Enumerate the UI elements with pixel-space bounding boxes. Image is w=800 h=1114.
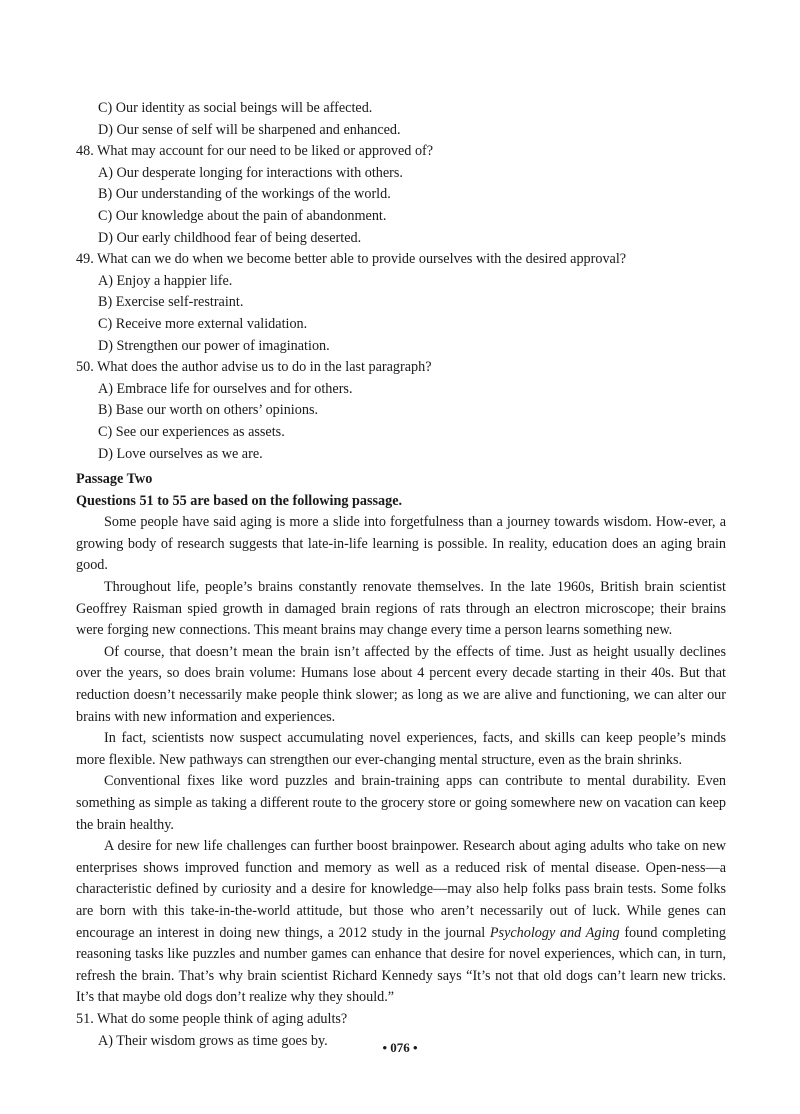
option-b: B) Exercise self-restraint.	[98, 294, 244, 311]
option-c: C) Receive more external validation.	[98, 315, 308, 332]
question-stem: 48. What may account for our need to be liked or approved of?	[76, 143, 434, 160]
option-c: C) See our experiences as assets.	[98, 423, 285, 440]
page-content	[76, 98, 726, 1052]
option-a: A) Embrace life for ourselves and for others.	[98, 380, 353, 397]
option-d: D) Our early childhood fear of being deserted.	[98, 229, 362, 246]
option-a: A) Enjoy a happier life.	[98, 272, 233, 289]
paragraph-text: found completing reasoning tasks like puzzles and number games can enhance that desire for novel experiences, which can, in turn, refresh the brain. That’s why brain scientist Richard Kennedy says “It’s not that old dogs can’t learn new tricks. It’s that maybe old dogs don’t realize why they should.”	[76, 924, 726, 1006]
passage-instruction: Questions 51 to 55 are based on the following passage.	[76, 492, 403, 509]
passage-paragraph: Throughout life, people’s brains constantly renovate themselves. In the late 1960s, British brain scientist Geoffrey Raisman spied growth in damaged brain regions of rats through an electron microscope; their brains were forging new connections. This meant brains may change every time a person learns something new.	[76, 579, 726, 639]
option-d: D) Strengthen our power of imagination.	[98, 337, 330, 354]
question-50	[76, 357, 726, 465]
question-51-option-a: A) Their wisdom grows as time goes by.	[98, 1032, 328, 1049]
question-49	[76, 249, 726, 357]
passage-heading: Passage Two	[76, 471, 153, 488]
option-d: D) Love ourselves as we are.	[98, 445, 263, 462]
option-b: B) Base our worth on others’ opinions.	[98, 402, 319, 419]
passage-paragraph-last	[76, 836, 726, 1009]
passage-paragraph: Some people have said aging is more a slide into forgetfulness than a journey towards wisdom. How-ever, a growing body of research suggests that late-in-life learning is possible. In reality, education does an aging brain good.	[76, 514, 726, 574]
question-stem: 49. What can we do when we become better able to provide ourselves with the desired approval?	[76, 251, 627, 268]
journal-title: Psychology and Aging	[489, 924, 620, 941]
option-a: A) Our desperate longing for interactions with others.	[98, 164, 403, 181]
passage-paragraph: Conventional fixes like word puzzles and brain-training apps can contribute to mental durability. Even something as simple as taking a different route to the grocery store or going somewhere new on vacation can keep the brain healthy.	[76, 773, 726, 833]
question-48	[76, 141, 726, 249]
option-b: B) Our understanding of the workings of the world.	[98, 186, 391, 203]
option-c: C) Our knowledge about the pain of abandonment.	[98, 207, 387, 224]
q47-option-c: C) Our identity as social beings will be affected.	[98, 100, 373, 116]
paragraph-text: A desire for new life challenges can further boost brainpower. Research about aging adults who take on new enterprises shows improved function and memory as well as a reduced risk of mental disease. Open-ness—a characteristic defined by curiosity and a desire for knowledge—may also help folks pass brain tests. Some folks are born with this take-in-the-world attitude, but those who aren’t necessarily out of luck. While genes can encourage an interest in doing new things, a 2012 study in the journal	[76, 838, 726, 941]
question-stem: 50. What does the author advise us to do in the last paragraph?	[76, 359, 432, 376]
question-51-stem: 51. What do some people think of aging adults?	[76, 1010, 348, 1027]
passage-paragraph: Of course, that doesn’t mean the brain isn’t affected by the effects of time. Just as height usually declines over the years, so does brain volume: Humans lose about 4 percent every decade starting in their 40s. But that reduction doesn’t necessarily make people think slower; as long as we are alive and functioning, we can alter our brains with new information and experiences.	[76, 643, 726, 725]
page-number: • 076 •	[382, 1040, 418, 1055]
passage-paragraph: In fact, scientists now suspect accumulating novel experiences, facts, and skills can keep people’s minds more flexible. New pathways can strengthen our ever-changing mental structure, even as the brain shrinks.	[76, 730, 726, 768]
q47-option-d: D) Our sense of self will be sharpened and enhanced.	[98, 121, 401, 138]
